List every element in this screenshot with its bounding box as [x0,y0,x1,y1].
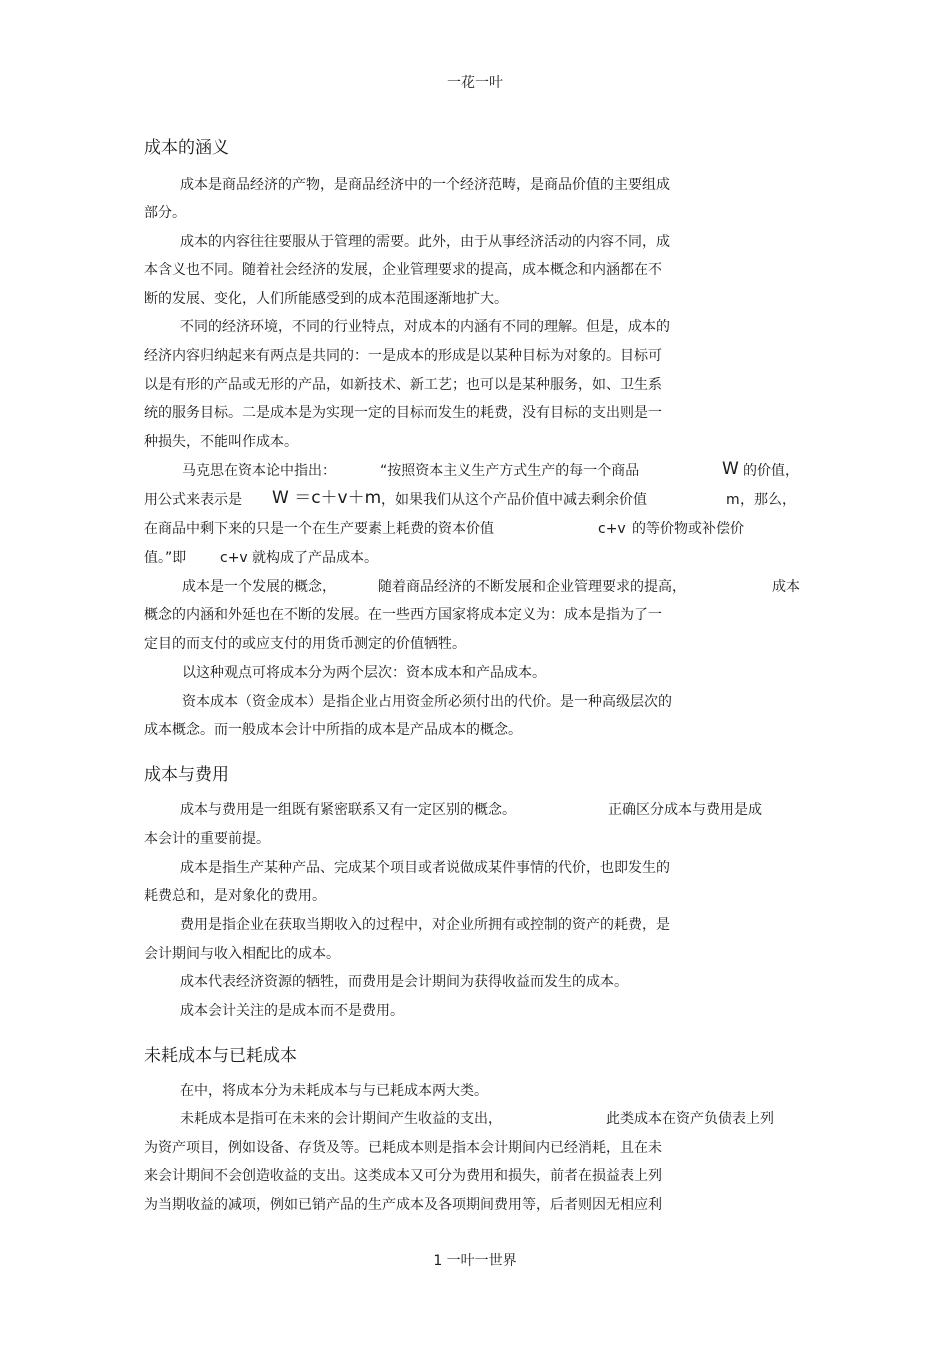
paragraph-line: 概念的内涵和外延也在不断的发展。在一些西方国家将成本定义为：成本是指为了一 [144,607,662,623]
paragraph-line: 成本是商品经济的产物，是商品经济中的一个经济范畴，是商品价值的主要组成 [180,177,670,193]
paragraph-line: 不同的经济环境，不同的行业特点，对成本的内涵有不同的理解。但是，成本的 [180,319,670,335]
paragraph-segment: 正确区分成本与费用是成 [608,802,762,818]
paragraph-line: 以这种观点可将成本分为两个层次：资本成本和产品成本。 [182,665,546,681]
paragraph-line: 为当期收益的减项，例如已销产品的生产成本及各项期间费用等，后者则因无相应利 [144,1197,662,1213]
paragraph-segment: 成本 [772,579,800,595]
paragraph-line: 资本成本（资金成本）是指企业占用资金所必须付出的代价。是一种高级层次的 [182,694,672,710]
section-title-cost-expense: 成本与费用 [144,765,229,785]
paragraph-line: 以是有形的产品或无形的产品，如新技术、新工艺；也可以是某种服务，如、卫生系 [144,377,662,393]
paragraph-segment: 此类成本在资产负债表上列 [606,1111,774,1127]
paragraph-segment: 在商品中剩下来的只是一个在生产要素上耗费的资本价值 [144,521,494,537]
formula-symbol: c+v [220,550,248,566]
paragraph-segment: 成本与费用是一组既有紧密联系又有一定区别的概念。 [180,802,516,818]
paragraph-line: 本会计的重要前提。 [144,831,270,847]
paragraph-segment: 的等价物或补偿价 [632,521,744,537]
paragraph-line: 会计期间与收入相配比的成本。 [144,946,340,962]
paragraph-line: 成本代表经济资源的牺牲，而费用是会计期间为获得收益而发生的成本。 [180,974,628,990]
paragraph-segment: 随着商品经济的不断发展和企业管理要求的提高， [378,579,686,595]
paragraph-line: 统的服务目标。二是成本是为实现一定的目标而发生的耗费，没有目标的支出则是一 [144,405,662,421]
formula-text: W ＝c＋v＋m [272,488,382,508]
paragraph-segment: “按照资本主义生产方式生产的每一个商品 [380,463,640,479]
formula-symbol: c+v [598,521,626,537]
section-title-cost-meaning: 成本的涵义 [144,138,229,158]
paragraph-line: 成本会计关注的是成本而不是费用。 [180,1003,404,1019]
paragraph-segment: ，如果我们从这个产品价值中减去剩余价值 [381,492,647,508]
paragraph-line: 经济内容归纳起来有两点是共同的：一是成本的形成是以某种目标为对象的。目标可 [144,348,662,364]
paragraph-line: 来会计期间不会创造收益的支出。这类成本又可分为费用和损失，前者在损益表上列 [144,1168,662,1184]
paragraph-line: 部分。 [144,205,186,221]
paragraph-line: 为资产项目，例如设备、存货及等。已耗成本则是指本会计期间内已经消耗，且在未 [144,1140,662,1156]
page-footer: 1 一叶一世界 [433,1253,517,1269]
formula-symbol: W [722,459,739,479]
paragraph-segment: 用公式来表示是 [144,492,242,508]
paragraph-segment: 就构成了产品成本。 [252,550,378,566]
paragraph-line: 本含义也不同。随着社会经济的发展，企业管理要求的提高，成本概念和内涵都在不 [144,262,662,278]
paragraph-line: 断的发展、变化，人们所能感受到的成本范围逐渐地扩大。 [144,291,508,307]
paragraph-segment: 马克思在资本论中指出： [182,463,336,479]
paragraph-segment: 成本是一个发展的概念， [182,579,336,595]
page-header: 一花一叶 [447,75,503,91]
paragraph-line: 种损失，不能叫作成本。 [144,434,298,450]
paragraph-line: 定目的而支付的或应支付的用货币测定的价值牺牲。 [144,636,466,652]
formula-symbol: m [726,492,740,508]
paragraph-line: 费用是指企业在获取当期收入的过程中，对企业所拥有或控制的资产的耗费，是 [180,917,670,933]
paragraph-line: 耗费总和，是对象化的费用。 [144,888,326,904]
paragraph-segment: 未耗成本是指可在未来的会计期间产生收益的支出， [180,1111,502,1127]
paragraph-line: 成本是指生产某种产品、完成某个项目或者说做成某件事情的代价，也即发生的 [180,860,670,876]
paragraph-segment: ，那么， [740,492,796,508]
paragraph-segment: 值。”即 [144,550,187,566]
paragraph-line: 成本概念。而一般成本会计中所指的成本是产品成本的概念。 [144,722,522,738]
paragraph-line: 在中，将成本分为未耗成本与与已耗成本两大类。 [180,1083,488,1099]
paragraph-segment: 的价值， [743,463,799,479]
section-title-unexpired-expired-cost: 未耗成本与已耗成本 [144,1046,297,1066]
paragraph-line: 成本的内容往往要服从于管理的需要。此外，由于从事经济活动的内容不同，成 [180,234,670,250]
